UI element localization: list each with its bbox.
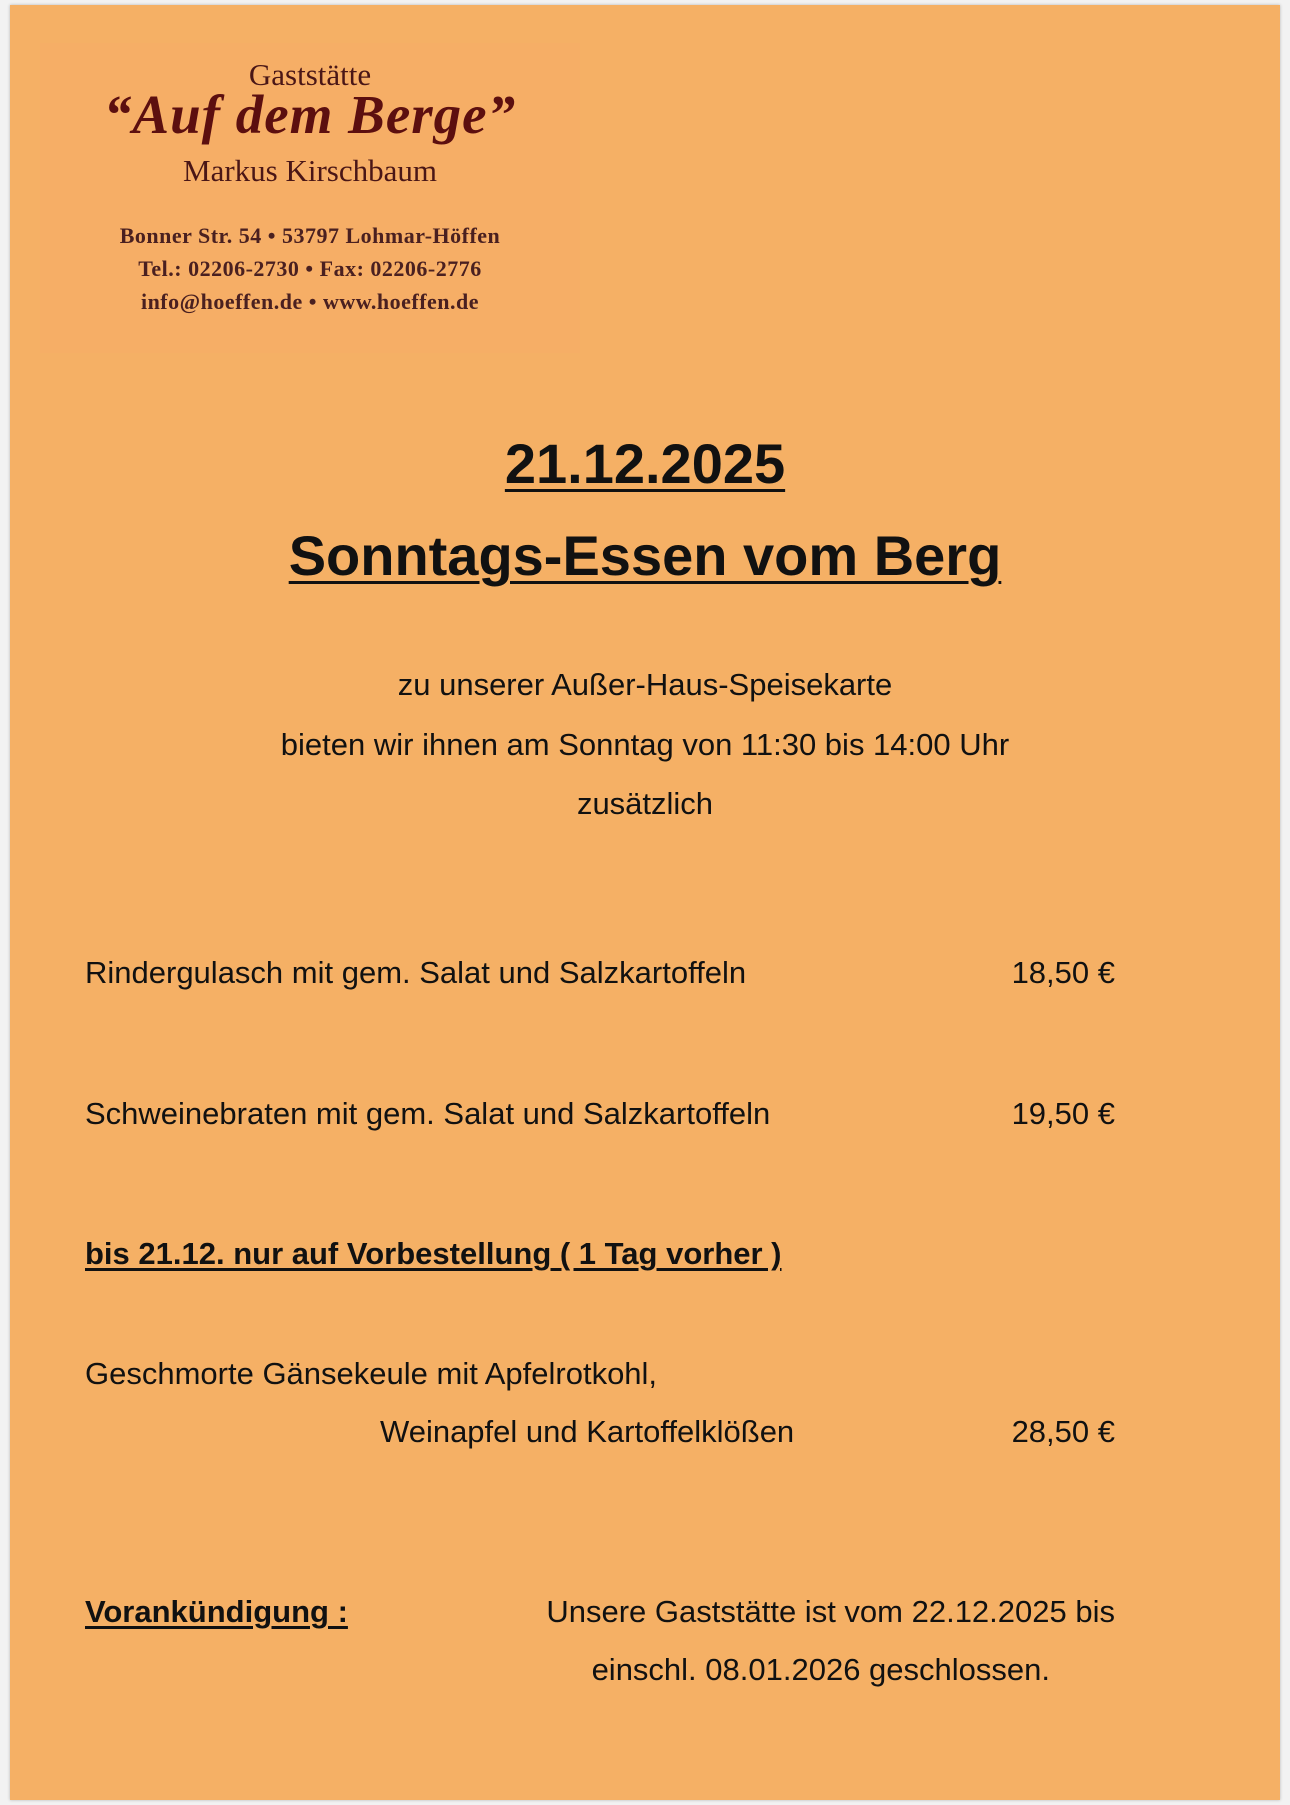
announcement-label: Vorankündigung : bbox=[85, 1594, 348, 1629]
intro-line-2: bieten wir ihnen am Sonntag von 11:30 bis 14:00 Uhr bbox=[280, 727, 1010, 762]
intro-line-3: zusätzlich bbox=[576, 786, 714, 821]
dish-schweinebraten: Schweinebraten mit gem. Salat und Salzkartoffeln bbox=[85, 1096, 771, 1131]
announcement-line-2: einschl. 08.01.2026 geschlossen. bbox=[591, 1652, 1050, 1687]
dish-gaensekeule-line-2: Weinapfel und Kartoffelklößen bbox=[380, 1414, 795, 1449]
owner-name: Markus Kirschbaum bbox=[183, 153, 437, 188]
intro-line-1: zu unserer Außer-Haus-Speisekarte bbox=[397, 667, 893, 702]
price-schweinebraten: 19,50 € bbox=[1011, 1096, 1115, 1131]
dish-rindergulasch: Rindergulasch mit gem. Salat und Salzkartoffeln bbox=[85, 955, 747, 990]
price-rindergulasch: 18,50 € bbox=[1011, 955, 1115, 990]
web-contact: info@hoeffen.de • www.hoeffen.de bbox=[140, 289, 480, 314]
menu-date: 21.12.2025 bbox=[504, 432, 786, 495]
announcement-line-1: Unsere Gaststätte ist vom 22.12.2025 bis bbox=[546, 1594, 1115, 1629]
price-gaensekeule: 28,50 € bbox=[1011, 1414, 1115, 1449]
phone-fax: Tel.: 02206-2730 • Fax: 02206-2776 bbox=[138, 256, 482, 281]
address: Bonner Str. 54 • 53797 Lohmar-Höffen bbox=[119, 223, 501, 248]
menu-flyer bbox=[10, 5, 1280, 1800]
letterhead-logo bbox=[40, 43, 580, 353]
restaurant-name: “Auf dem Berge” bbox=[103, 84, 517, 145]
dish-gaensekeule-line-1: Geschmorte Gänsekeule mit Apfelrotkohl, bbox=[85, 1356, 658, 1391]
menu-title: Sonntags-Essen vom Berg bbox=[288, 524, 1002, 587]
preorder-notice: bis 21.12. nur auf Vorbestellung ( 1 Tag vorher ) bbox=[85, 1236, 782, 1271]
letterhead-top-label: Gaststätte bbox=[248, 57, 372, 92]
